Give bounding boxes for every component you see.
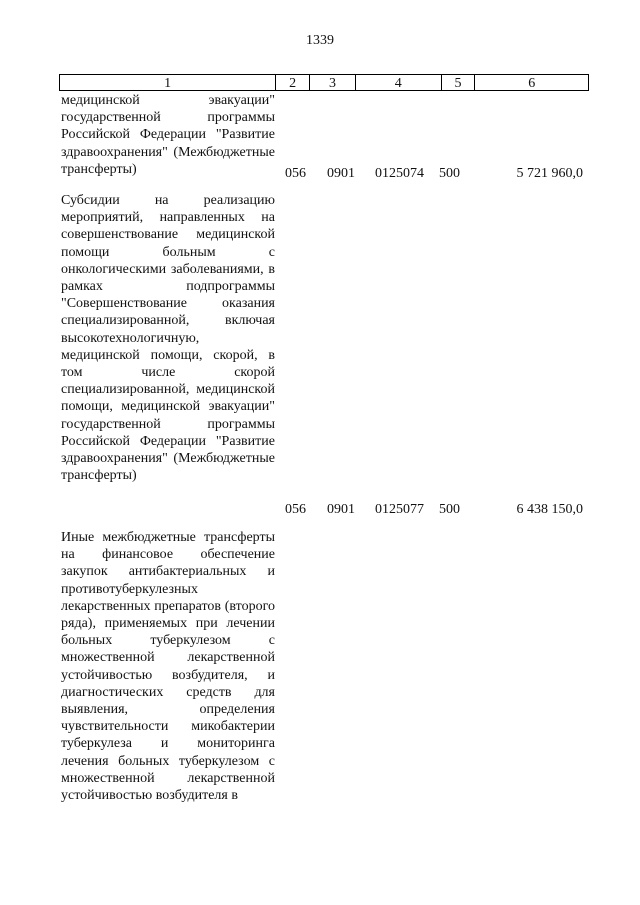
page-number: 1339 — [306, 33, 334, 48]
table-row — [59, 192, 589, 518]
row-description: медицинской эвакуации" государственной программы Российской Федерации "Развитие здравоохранения" (Межбюджетные трансферты) — [61, 93, 275, 177]
table-row — [59, 92, 589, 182]
row-description: Иные межбюджетные трансферты на финансовое обеспечение закупок антибактериальных и противотуберкулезных лекарственных препаратов (второго ряда), применяемых при лечении больных туберкулезом с множественной лекарственной устойчивостью возбудителя, и диагностических средств для выявления, определения чувствительности микобактерии туберкулеза и мониторинга лечения больных туберкулезом с множественной лекарственной устойчивостью возбудителя в — [61, 530, 275, 804]
section-code: 0901 — [327, 165, 355, 181]
ministry-code: 056 — [285, 501, 306, 517]
table-row — [59, 529, 589, 829]
ministry-code: 056 — [285, 165, 306, 181]
column-header-2: 2 — [275, 75, 309, 90]
expense-type-code: 500 — [439, 165, 460, 181]
table-header — [59, 74, 589, 91]
column-header-3: 3 — [309, 75, 355, 90]
row-description: Субсидии на реализацию мероприятий, направленных на совершенствование медицинской помощи больным с онкологическими заболеваниями, в рамках подпрограммы "Совершенствование оказания специализированной, включая высокотехнологичную, медицинской помощи, скорой, в том числе скорой специализированной, медицинской помощи, медицинской эвакуации" государственной программы Российской Федерации "Развитие здравоохранения" (Межбюджетные трансферты) — [61, 193, 275, 484]
section-code: 0901 — [327, 501, 355, 517]
column-header-1: 1 — [164, 76, 172, 91]
amount: 6 438 150,0 — [516, 501, 583, 517]
target-code: 0125074 — [375, 165, 424, 181]
column-header-5: 5 — [441, 75, 475, 90]
target-code: 0125077 — [375, 501, 424, 517]
column-header-6: 6 — [474, 75, 588, 90]
column-header-4: 4 — [355, 75, 441, 90]
expense-type-code: 500 — [439, 501, 460, 517]
amount: 5 721 960,0 — [516, 165, 583, 181]
